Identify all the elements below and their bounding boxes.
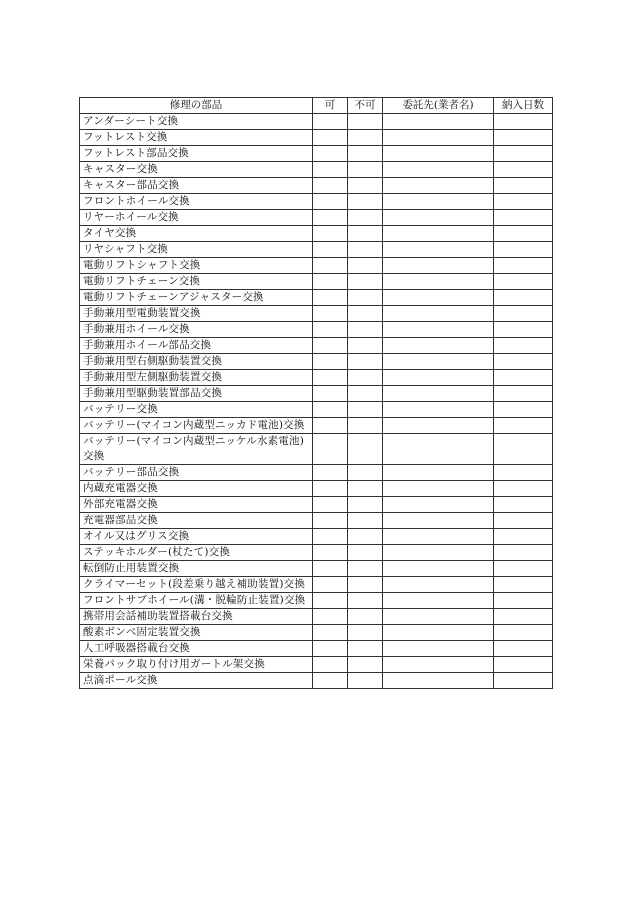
vendor-cell[interactable] bbox=[383, 402, 494, 418]
days-cell[interactable] bbox=[494, 146, 553, 162]
ng-cell[interactable] bbox=[348, 306, 383, 322]
vendor-cell[interactable] bbox=[383, 146, 494, 162]
vendor-cell[interactable] bbox=[383, 561, 494, 577]
vendor-cell[interactable] bbox=[383, 354, 494, 370]
part-name-cell: 内蔵充電器交換 bbox=[80, 481, 313, 497]
days-cell[interactable] bbox=[494, 386, 553, 402]
table-row bbox=[80, 114, 553, 130]
vendor-cell[interactable] bbox=[383, 370, 494, 386]
table-row bbox=[80, 418, 553, 434]
table-row bbox=[80, 465, 553, 481]
days-cell[interactable] bbox=[494, 434, 553, 465]
ng-cell[interactable] bbox=[348, 322, 383, 338]
part-name-cell: バッテリー(マイコン内蔵型ニッケル水素電池)交換 bbox=[80, 434, 313, 465]
part-name-cell: 酸素ボンベ固定装置交換 bbox=[80, 625, 313, 641]
part-name-cell: 外部充電器交換 bbox=[80, 497, 313, 513]
vendor-cell[interactable] bbox=[383, 130, 494, 146]
ng-cell[interactable] bbox=[348, 625, 383, 641]
table-row bbox=[80, 194, 553, 210]
ok-cell[interactable] bbox=[313, 258, 348, 274]
vendor-cell[interactable] bbox=[383, 609, 494, 625]
part-name-cell: フロントホイール交換 bbox=[80, 194, 313, 210]
vendor-cell[interactable] bbox=[383, 434, 494, 465]
part-name-cell: バッテリー(マイコン内蔵型ニッカド電池)交換 bbox=[80, 418, 313, 434]
days-cell[interactable] bbox=[494, 657, 553, 673]
table-row bbox=[80, 274, 553, 290]
part-name-cell: 手動兼用ホイール部品交換 bbox=[80, 338, 313, 354]
ng-cell[interactable] bbox=[348, 577, 383, 593]
days-cell[interactable] bbox=[494, 497, 553, 513]
days-cell[interactable] bbox=[494, 194, 553, 210]
ng-cell[interactable] bbox=[348, 258, 383, 274]
table-row bbox=[80, 513, 553, 529]
table-row bbox=[80, 322, 553, 338]
ok-cell[interactable] bbox=[313, 146, 348, 162]
ng-cell[interactable] bbox=[348, 673, 383, 689]
days-cell[interactable] bbox=[494, 465, 553, 481]
days-cell[interactable] bbox=[494, 338, 553, 354]
ng-cell[interactable] bbox=[348, 545, 383, 561]
table-row bbox=[80, 561, 553, 577]
ok-cell[interactable] bbox=[313, 609, 348, 625]
part-name-cell: キャスター交換 bbox=[80, 162, 313, 178]
part-name-cell: 手動兼用型右側駆動装置交換 bbox=[80, 354, 313, 370]
part-name-cell: キャスター部品交換 bbox=[80, 178, 313, 194]
table-row bbox=[80, 146, 553, 162]
ok-cell[interactable] bbox=[313, 226, 348, 242]
header-ok: 可 bbox=[313, 98, 348, 114]
ng-cell[interactable] bbox=[348, 529, 383, 545]
table-row bbox=[80, 641, 553, 657]
part-name-cell: ステッキホルダー(杖たて)交換 bbox=[80, 545, 313, 561]
ok-cell[interactable] bbox=[313, 625, 348, 641]
ng-cell[interactable] bbox=[348, 513, 383, 529]
part-name-cell: 充電器部品交換 bbox=[80, 513, 313, 529]
vendor-cell[interactable] bbox=[383, 226, 494, 242]
ng-cell[interactable] bbox=[348, 130, 383, 146]
ng-cell[interactable] bbox=[348, 641, 383, 657]
ng-cell[interactable] bbox=[348, 434, 383, 465]
ok-cell[interactable] bbox=[313, 418, 348, 434]
ok-cell[interactable] bbox=[313, 497, 348, 513]
part-name-cell: フットレスト交換 bbox=[80, 130, 313, 146]
part-name-cell: タイヤ交換 bbox=[80, 226, 313, 242]
part-name-cell: アンダーシート交換 bbox=[80, 114, 313, 130]
part-name-cell: フットレスト部品交換 bbox=[80, 146, 313, 162]
table-row bbox=[80, 609, 553, 625]
vendor-cell[interactable] bbox=[383, 497, 494, 513]
table-row bbox=[80, 402, 553, 418]
ok-cell[interactable] bbox=[313, 593, 348, 609]
table-row bbox=[80, 242, 553, 258]
part-name-cell: オイル又はグリス交換 bbox=[80, 529, 313, 545]
days-cell[interactable] bbox=[494, 274, 553, 290]
table-row bbox=[80, 577, 553, 593]
ng-cell[interactable] bbox=[348, 561, 383, 577]
header-days: 納入日数 bbox=[494, 98, 553, 114]
ng-cell[interactable] bbox=[348, 465, 383, 481]
ok-cell[interactable] bbox=[313, 306, 348, 322]
ng-cell[interactable] bbox=[348, 418, 383, 434]
days-cell[interactable] bbox=[494, 162, 553, 178]
table-row bbox=[80, 657, 553, 673]
table-row bbox=[80, 258, 553, 274]
repair-parts-table bbox=[79, 97, 553, 689]
days-cell[interactable] bbox=[494, 370, 553, 386]
vendor-cell[interactable] bbox=[383, 641, 494, 657]
ok-cell[interactable] bbox=[313, 513, 348, 529]
days-cell[interactable] bbox=[494, 322, 553, 338]
part-name-cell: 手動兼用型駆動装置部品交換 bbox=[80, 386, 313, 402]
ok-cell[interactable] bbox=[313, 130, 348, 146]
table-row bbox=[80, 354, 553, 370]
vendor-cell[interactable] bbox=[383, 274, 494, 290]
days-cell[interactable] bbox=[494, 561, 553, 577]
table-row bbox=[80, 290, 553, 306]
vendor-cell[interactable] bbox=[383, 465, 494, 481]
days-cell[interactable] bbox=[494, 210, 553, 226]
vendor-cell[interactable] bbox=[383, 513, 494, 529]
ok-cell[interactable] bbox=[313, 481, 348, 497]
days-cell[interactable] bbox=[494, 513, 553, 529]
ng-cell[interactable] bbox=[348, 274, 383, 290]
ng-cell[interactable] bbox=[348, 402, 383, 418]
vendor-cell[interactable] bbox=[383, 593, 494, 609]
days-cell[interactable] bbox=[494, 529, 553, 545]
days-cell[interactable] bbox=[494, 418, 553, 434]
ok-cell[interactable] bbox=[313, 657, 348, 673]
vendor-cell[interactable] bbox=[383, 178, 494, 194]
table-row bbox=[80, 162, 553, 178]
part-name-cell: 点滴ポール交換 bbox=[80, 673, 313, 689]
days-cell[interactable] bbox=[494, 673, 553, 689]
part-name-cell: 手動兼用ホイール交換 bbox=[80, 322, 313, 338]
days-cell[interactable] bbox=[494, 593, 553, 609]
vendor-cell[interactable] bbox=[383, 114, 494, 130]
ng-cell[interactable] bbox=[348, 114, 383, 130]
ng-cell[interactable] bbox=[348, 370, 383, 386]
vendor-cell[interactable] bbox=[383, 322, 494, 338]
part-name-cell: クライマーセット(段差乗り越え補助装置)交換 bbox=[80, 577, 313, 593]
vendor-cell[interactable] bbox=[383, 290, 494, 306]
vendor-cell[interactable] bbox=[383, 625, 494, 641]
part-name-cell: リヤーホイール交換 bbox=[80, 210, 313, 226]
days-cell[interactable] bbox=[494, 402, 553, 418]
vendor-cell[interactable] bbox=[383, 481, 494, 497]
part-name-cell: 栄養パック取り付け用ガートル架交換 bbox=[80, 657, 313, 673]
table-row bbox=[80, 529, 553, 545]
ng-cell[interactable] bbox=[348, 226, 383, 242]
header-row bbox=[80, 98, 553, 114]
ok-cell[interactable] bbox=[313, 641, 348, 657]
days-cell[interactable] bbox=[494, 258, 553, 274]
vendor-cell[interactable] bbox=[383, 418, 494, 434]
ng-cell[interactable] bbox=[348, 657, 383, 673]
ng-cell[interactable] bbox=[348, 497, 383, 513]
vendor-cell[interactable] bbox=[383, 242, 494, 258]
vendor-cell[interactable] bbox=[383, 529, 494, 545]
part-name-cell: 手動兼用型電動装置交換 bbox=[80, 306, 313, 322]
vendor-cell[interactable] bbox=[383, 545, 494, 561]
table-row bbox=[80, 370, 553, 386]
part-name-cell: 携帯用会話補助装置搭載台交換 bbox=[80, 609, 313, 625]
vendor-cell[interactable] bbox=[383, 162, 494, 178]
vendor-cell[interactable] bbox=[383, 194, 494, 210]
ng-cell[interactable] bbox=[348, 290, 383, 306]
ng-cell[interactable] bbox=[348, 481, 383, 497]
ok-cell[interactable] bbox=[313, 370, 348, 386]
table-row bbox=[80, 625, 553, 641]
table-row bbox=[80, 434, 553, 465]
ok-cell[interactable] bbox=[313, 402, 348, 418]
ok-cell[interactable] bbox=[313, 178, 348, 194]
table-row bbox=[80, 481, 553, 497]
header-vendor: 委託先(業者名) bbox=[383, 98, 494, 114]
ok-cell[interactable] bbox=[313, 529, 348, 545]
ok-cell[interactable] bbox=[313, 673, 348, 689]
table-row bbox=[80, 593, 553, 609]
vendor-cell[interactable] bbox=[383, 306, 494, 322]
vendor-cell[interactable] bbox=[383, 258, 494, 274]
days-cell[interactable] bbox=[494, 130, 553, 146]
ok-cell[interactable] bbox=[313, 561, 348, 577]
ng-cell[interactable] bbox=[348, 609, 383, 625]
ok-cell[interactable] bbox=[313, 242, 348, 258]
ng-cell[interactable] bbox=[348, 162, 383, 178]
days-cell[interactable] bbox=[494, 609, 553, 625]
vendor-cell[interactable] bbox=[383, 386, 494, 402]
ok-cell[interactable] bbox=[313, 322, 348, 338]
ng-cell[interactable] bbox=[348, 194, 383, 210]
table-row bbox=[80, 226, 553, 242]
table-row bbox=[80, 306, 553, 322]
days-cell[interactable] bbox=[494, 242, 553, 258]
ok-cell[interactable] bbox=[313, 338, 348, 354]
part-name-cell: リヤシャフト交換 bbox=[80, 242, 313, 258]
ok-cell[interactable] bbox=[313, 465, 348, 481]
ok-cell[interactable] bbox=[313, 290, 348, 306]
ok-cell[interactable] bbox=[313, 545, 348, 561]
ok-cell[interactable] bbox=[313, 386, 348, 402]
days-cell[interactable] bbox=[494, 625, 553, 641]
table-row bbox=[80, 210, 553, 226]
part-name-cell: 電動リフトチェーンアジャスター交換 bbox=[80, 290, 313, 306]
ng-cell[interactable] bbox=[348, 210, 383, 226]
part-name-cell: 手動兼用型左側駆動装置交換 bbox=[80, 370, 313, 386]
days-cell[interactable] bbox=[494, 290, 553, 306]
days-cell[interactable] bbox=[494, 178, 553, 194]
ng-cell[interactable] bbox=[348, 242, 383, 258]
ng-cell[interactable] bbox=[348, 146, 383, 162]
ok-cell[interactable] bbox=[313, 114, 348, 130]
ok-cell[interactable] bbox=[313, 274, 348, 290]
days-cell[interactable] bbox=[494, 481, 553, 497]
part-name-cell: 電動リフトシャフト交換 bbox=[80, 258, 313, 274]
part-name-cell: 転倒防止用装置交換 bbox=[80, 561, 313, 577]
table-row bbox=[80, 130, 553, 146]
table-row bbox=[80, 178, 553, 194]
ok-cell[interactable] bbox=[313, 210, 348, 226]
days-cell[interactable] bbox=[494, 306, 553, 322]
ng-cell[interactable] bbox=[348, 354, 383, 370]
table-row bbox=[80, 497, 553, 513]
part-name-cell: バッテリー交換 bbox=[80, 402, 313, 418]
ok-cell[interactable] bbox=[313, 162, 348, 178]
part-name-cell: 人工呼吸器搭載台交換 bbox=[80, 641, 313, 657]
days-cell[interactable] bbox=[494, 226, 553, 242]
header-part: 修理の部品 bbox=[80, 98, 313, 114]
ng-cell[interactable] bbox=[348, 178, 383, 194]
table-row bbox=[80, 673, 553, 689]
ng-cell[interactable] bbox=[348, 338, 383, 354]
days-cell[interactable] bbox=[494, 545, 553, 561]
table-row bbox=[80, 545, 553, 561]
table-row bbox=[80, 338, 553, 354]
ok-cell[interactable] bbox=[313, 577, 348, 593]
days-cell[interactable] bbox=[494, 114, 553, 130]
header-ng: 不可 bbox=[348, 98, 383, 114]
ok-cell[interactable] bbox=[313, 434, 348, 465]
part-name-cell: フロントサブホイール(溝・脱輪防止装置)交換 bbox=[80, 593, 313, 609]
vendor-cell[interactable] bbox=[383, 577, 494, 593]
vendor-cell[interactable] bbox=[383, 338, 494, 354]
vendor-cell[interactable] bbox=[383, 657, 494, 673]
ng-cell[interactable] bbox=[348, 386, 383, 402]
table-row bbox=[80, 386, 553, 402]
days-cell[interactable] bbox=[494, 354, 553, 370]
vendor-cell[interactable] bbox=[383, 673, 494, 689]
ok-cell[interactable] bbox=[313, 354, 348, 370]
days-cell[interactable] bbox=[494, 577, 553, 593]
days-cell[interactable] bbox=[494, 641, 553, 657]
ok-cell[interactable] bbox=[313, 194, 348, 210]
part-name-cell: 電動リフトチェーン交換 bbox=[80, 274, 313, 290]
vendor-cell[interactable] bbox=[383, 210, 494, 226]
part-name-cell: バッテリー部品交換 bbox=[80, 465, 313, 481]
ng-cell[interactable] bbox=[348, 593, 383, 609]
